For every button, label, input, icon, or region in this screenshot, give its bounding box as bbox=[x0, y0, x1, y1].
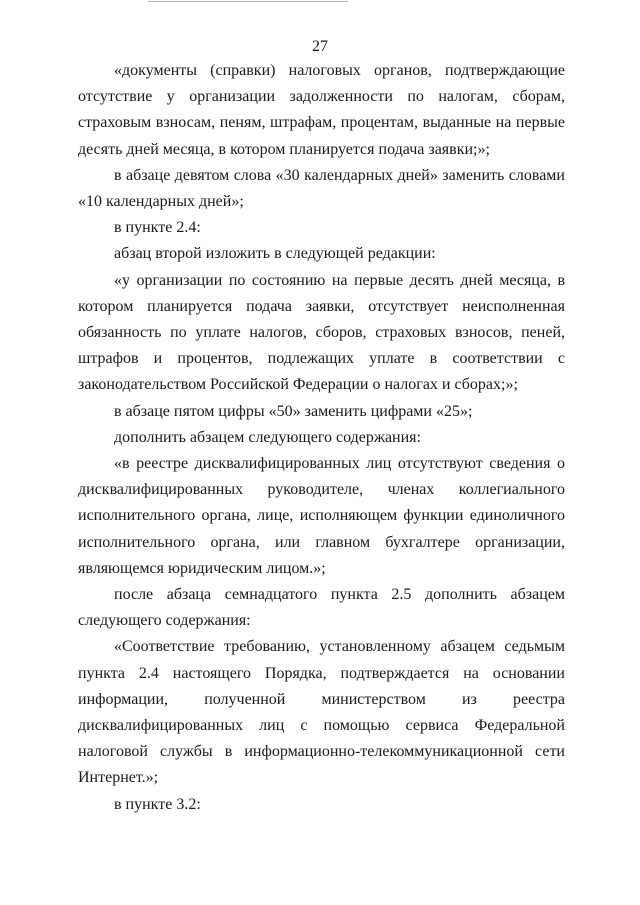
scan-top-line bbox=[148, 1, 348, 2]
document-body bbox=[78, 58, 565, 818]
paragraph-7: дополнить абзацем следующего содержания: bbox=[114, 428, 421, 446]
paragraph-6: в абзаце пятом цифры «50» заменить цифрами «25»; bbox=[114, 402, 473, 420]
page-number: 27 bbox=[312, 38, 328, 55]
paragraph-1: «документы (справки) налоговых органов, подтверждающие отсутствие у организации задолженности по налогам, сборам, страховым взносам, пеням, штрафам, процентам, выданные на первые десять дней месяца, в котором планируется подача заявки;»; bbox=[78, 62, 565, 158]
paragraph-8: «в реестре дисквалифицированных лиц отсутствуют сведения о дисквалифицированных руководителе, членах коллегиального исполнительного органа, лице, исполняющем функции единоличного исполнительного органа, или главном бухгалтере организации, являющемся юридическим лицом.»; bbox=[78, 455, 565, 577]
paragraph-10: «Соответствие требованию, установленному абзацем седьмым пункта 2.4 настоящего Порядка, подтверждается на основании информации, полученной министерством из реестра дисквалифицированных лиц с помощью сервиса Федеральной налоговой службы в информационно-телекоммуникационной сети Интернет.»; bbox=[78, 638, 565, 787]
paragraph-4: абзац второй изложить в следующей редакции: bbox=[114, 245, 436, 263]
paragraph-9: после абзаца семнадцатого пункта 2.5 дополнить абзацем следующего содержания: bbox=[78, 586, 565, 630]
paragraph-11: в пункте 3.2: bbox=[114, 795, 201, 813]
paragraph-2: в абзаце девятом слова «30 календарных дней» заменить словами «10 календарных дней»; bbox=[78, 166, 565, 211]
paragraph-5: «у организации по состоянию на первые десять дней месяца, в котором планируется подача заявки, отсутствует неисполненная обязанность по уплате налогов, сборов, страховых взносов, пеней, штрафов и процентов, подлежащих уплате в соответствии с законодательством Российской Федерации о налогах и сборах;»; bbox=[78, 271, 565, 394]
paragraph-3: в пункте 2.4: bbox=[114, 219, 201, 237]
